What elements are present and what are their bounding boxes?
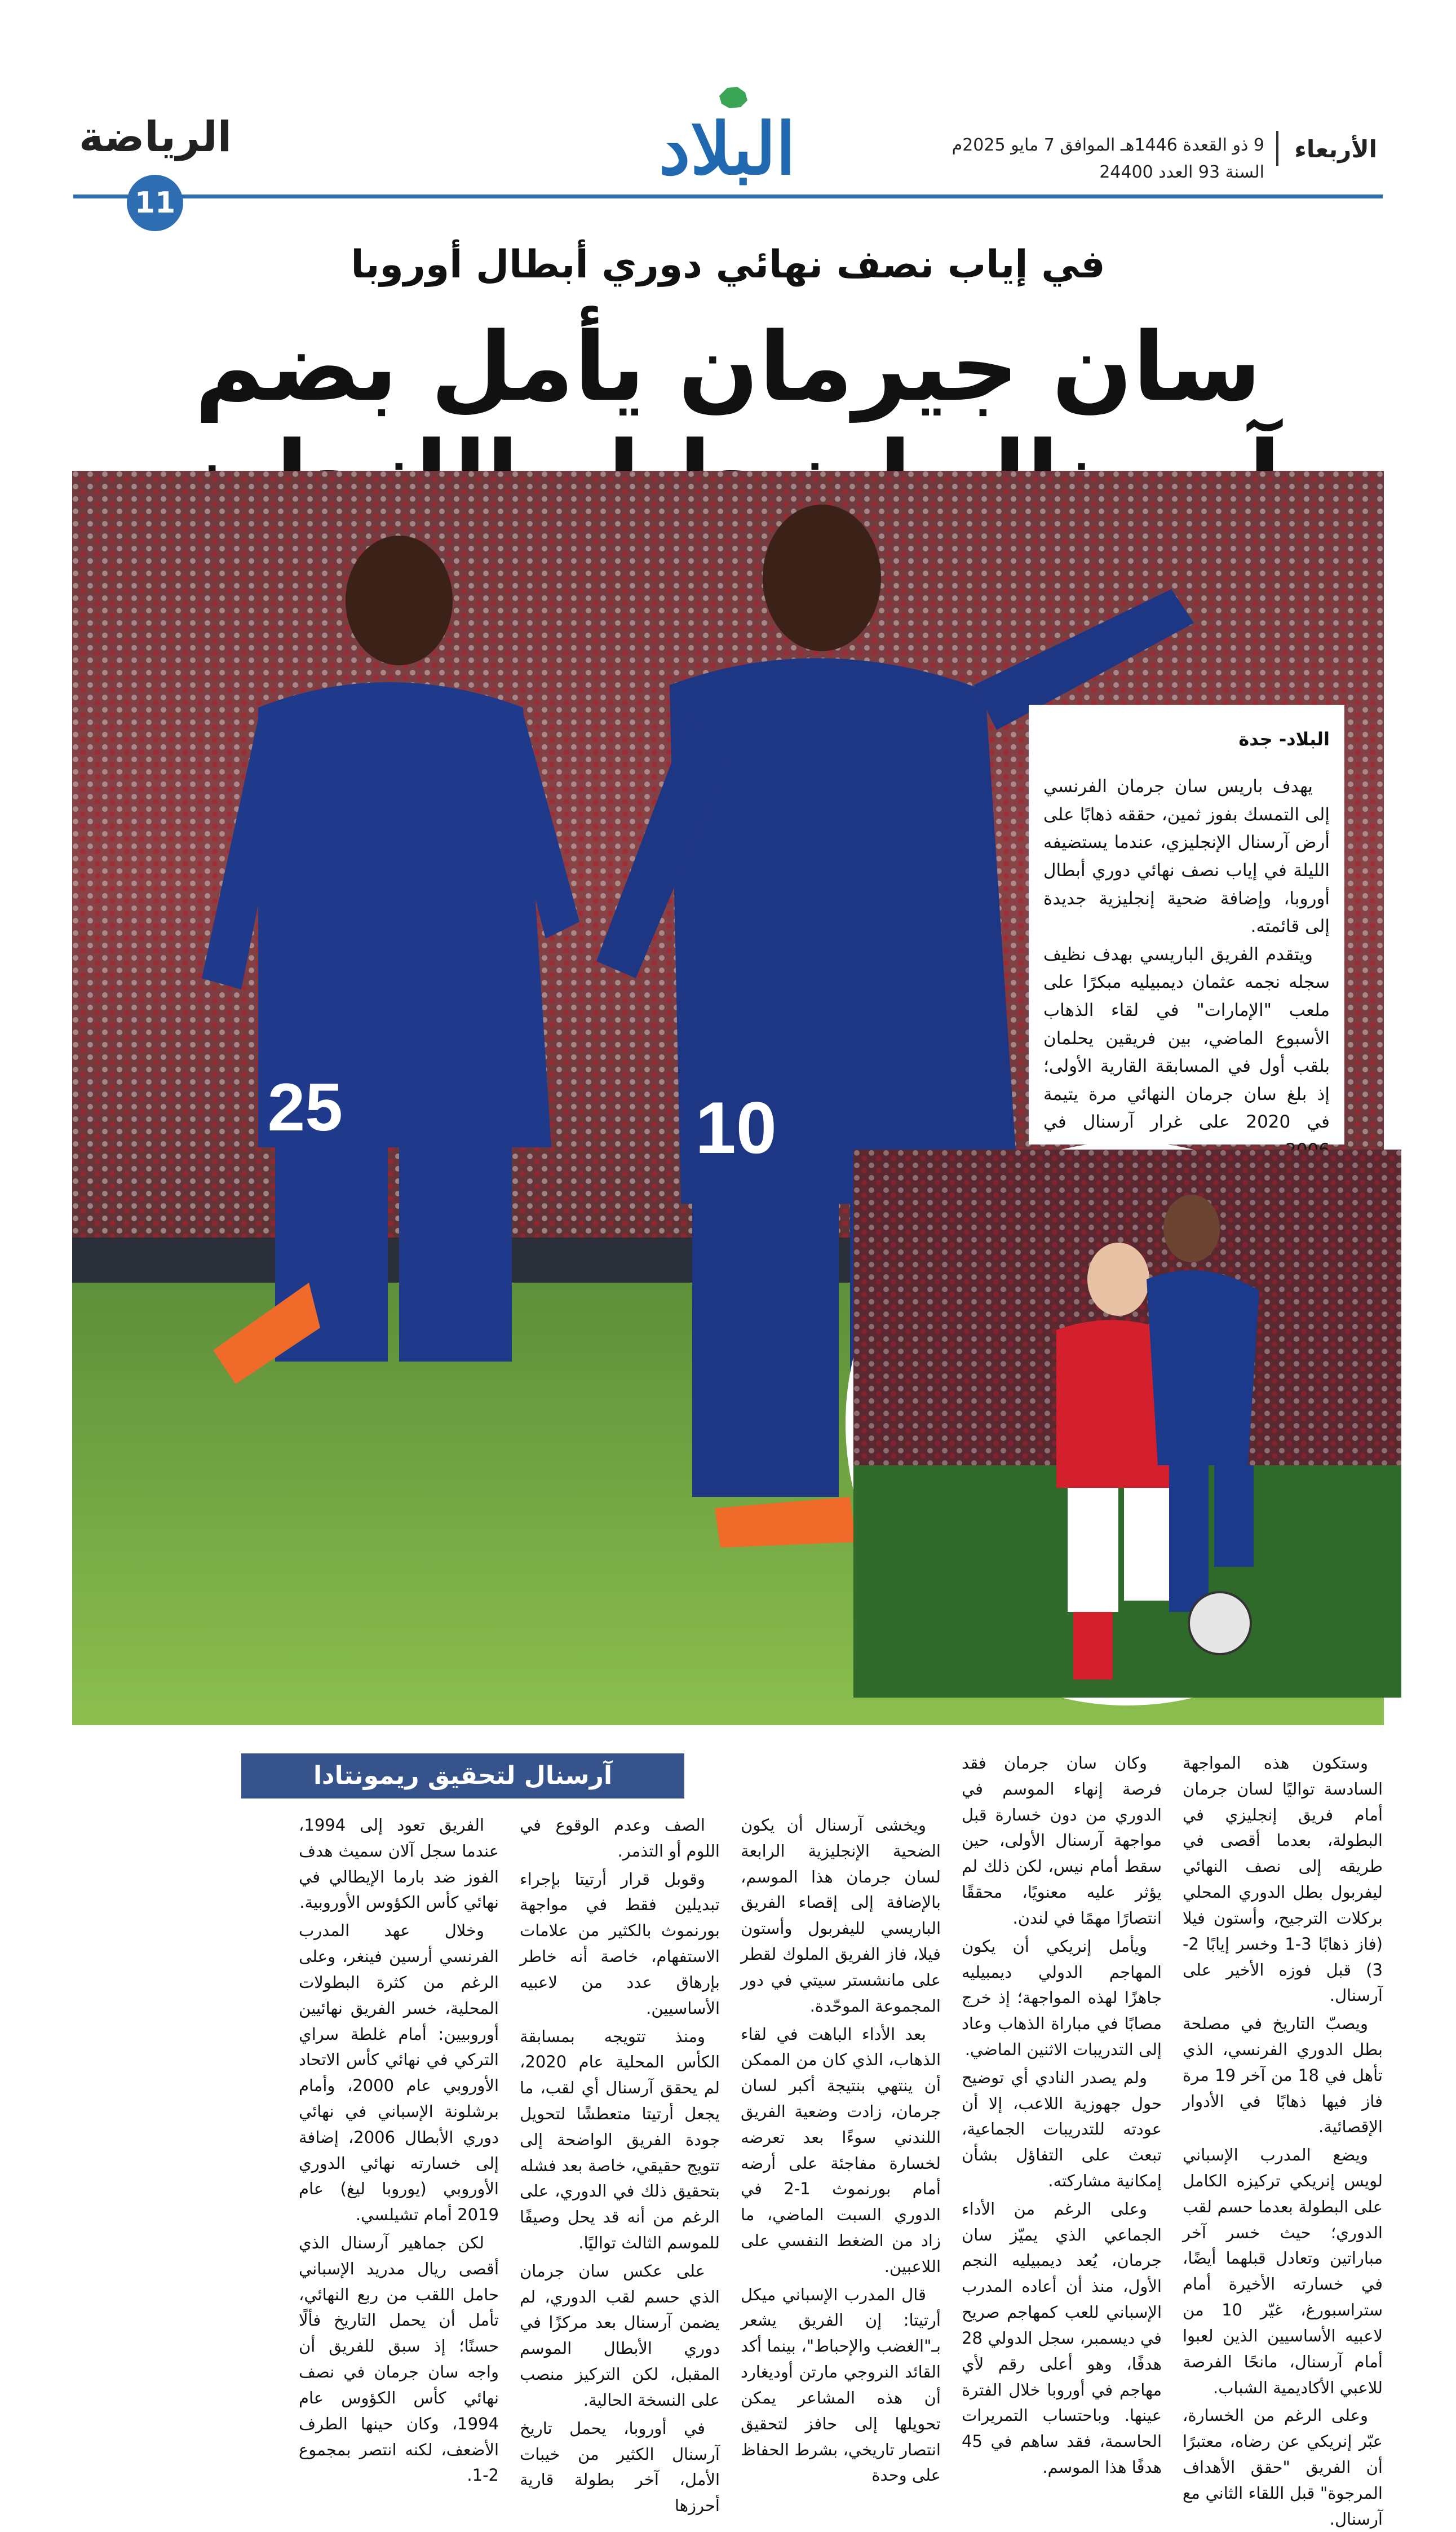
ball <box>1189 1592 1251 1654</box>
svg-text:25: 25 <box>267 1070 343 1145</box>
body-paragraph: ومنذ تتويجه بمسابقة الكأس المحلية عام 2020، لم يحقق آرسنال أي لقب، ما يجعل أرتيتا متعطشًا لتحويل جودة الفريق الواضحة إلى تتويج حقيقي، خاصة بعد فشله بتحقيق ذلك في الدوري، على الرغم من أنه قد يحل وصيفًا للموسم الثالث تواليًا. <box>520 2026 720 2252</box>
logo-wordmark: البلاد <box>658 107 796 191</box>
section-title: الرياضة <box>79 113 232 161</box>
body-paragraph: الفريق تعود إلى 1994، عندما سجل آلان سميث هدف الفوز ضد بارما الإيطالي في نهائي كأس الكؤوس الأوروبية. <box>299 1815 499 1912</box>
body-paragraph: على عكس سان جرمان الذي حسم لقب الدوري، لم يضمن آرسنال بعد مركزًا في دوري الأبطال الموسم المقبل، لكن التركيز منصب على النسخة الحالية. <box>520 2261 720 2410</box>
body-column-3 <box>741 1813 941 2485</box>
intro-paragraph-1: يهدف باريس سان جرمان الفرنسي إلى التمسك بفوز ثمين، حققه ذهابًا على أرض آرسنال الإنجليزي، عندما يستضيفه الليلة في إياب نصف نهائي دوري أبطال أوروبا، وإضافة ضحية إنجليزية جديدة إلى قائمته. <box>1043 776 1330 937</box>
body-paragraph: بعد الأداء الباهت في لقاء الذهاب، الذي كان من الممكن أن ينتهي بنتيجة أكبر لسان جرمان، زادت وضعية الفريق اللندني سوءًا بعد تعرضه لخسارة مفاجئة على أرضه أمام بورنموث 1-2 في الدوري السبت الماضي، ما زاد من الضغط النفسي على اللاعبين. <box>741 2024 941 2276</box>
body-paragraph: ويأمل إنريكي أن يكون المهاجم الدولي ديمبيليه جاهزًا لهذه المواجهة؛ إذ خرج مصابًا في مباراة الذهاب وعاد إلى التدريبات الاثنين الماضي. <box>962 1936 1162 2059</box>
body-paragraph: لكن جماهير آرسنال الذي أقصى ريال مدريد الإسباني حامل اللقب من ربع النهائي، تأمل أن يحمل التاريخ فألًا حسنًا؛ إذ سبق للفريق أن واجه سان جرمان في نصف نهائي كأس الكؤوس عام 1994، وكان حينها الطرف الأضعف، لكنه انتصر بمجموع 2-1. <box>299 2233 499 2485</box>
body-column-5 <box>299 1813 499 2485</box>
body-paragraph: وعلى الرغم من الأداء الجماعي الذي يميّز سان جرمان، يُعد ديمبيليه النجم الأول، منذ أن أعاده المدرب الإسباني للعب كمهاجم صريح في ديسمبر، سجل الدولي 28 هدفًا، وهو أعلى رقم لأي مهاجم في أوروبا خلال الفترة عينها. وباحتساب التمريرات الحاسمة، فقد ساهم في 45 هدفًا هذا الموسم. <box>962 2199 1162 2477</box>
section-subhead: آرسنال لتحقيق ريمونتادا <box>241 1753 684 1799</box>
body-paragraph: الصف وعدم الوقوع في اللوم أو التذمر. <box>520 1815 720 1861</box>
body-paragraph: وستكون هذه المواجهة السادسة تواليًا لسان جرمان أمام فريق إنجليزي في البطولة، بعدما أقصى في طريقه إلى نصف النهائي ليفربول بطل الدوري المحلي بركلات الترجيح، وأستون فيلا (فاز ذهابًا 3-1 وخسر إيابًا 2-3) قبل فوزه الأخير على آرسنال. <box>1183 1753 1383 2005</box>
match-action-photo <box>853 1150 1401 1698</box>
article-kicker: في إياب نصف نهائي دوري أبطال أوروبا <box>351 242 1105 287</box>
masthead <box>73 79 1383 220</box>
article-intro <box>1029 705 1344 1145</box>
article-byline: البلاد- جدة <box>1238 728 1330 750</box>
page-number-badge: 11 <box>127 175 183 231</box>
issue-date: 9 ذو القعدة 1446هـ الموافق 7 مايو 2025م <box>952 135 1264 155</box>
body-paragraph: قال المدرب الإسباني ميكل أرتيتا: إن الفريق يشعر بـ"الغضب والإحباط"، بينما أكد القائد النروجي مارتن أوديغارد أن هذه المشاعر يمكن تحويلها إلى حافز لتحقيق انتصار تاريخي، بشرط الحفاظ على وحدة <box>741 2284 941 2485</box>
masthead-divider <box>1276 131 1278 166</box>
article-headline: سان جيرمان يأمل بضم <box>194 312 1262 422</box>
body-paragraph: وخلال عهد المدرب الفرنسي أرسين فينغر، وعلى الرغم من كثرة البطولات المحلية، خسر الفريق نهائيين أوروبيين: أمام غلطة سراي التركي في نهائي كأس الاتحاد الأوروبي عام 2000، وأمام برشلونة الإسباني في نهائي دوري الأبطال 2006، إضافة إلى خسارته نهائي الدوري الأوروبي (يوروبا ليغ) عام 2019 أمام تشيلسي. <box>299 1921 499 2225</box>
svg-text:10: 10 <box>695 1086 777 1169</box>
header-rule <box>73 195 1383 198</box>
body-column-1 <box>1183 1751 1383 2529</box>
body-paragraph: في أوروبا، يحمل تاريخ آرسنال الكثير من خيبات الأمل، آخر بطولة قارية أحرزها <box>520 2418 720 2516</box>
intro-paragraph-2: ويتقدم الفريق الباريسي بهدف نظيف سجله نجمه عثمان ديمبيليه مبكرًا على ملعب "الإمارات" في لقاء الذهاب الأسبوع الماضي، بين فريقين يحلمان بلقب أول في المسابقة القارية الأولى؛ إذ بلغ سان جرمان النهائي مرة يتيمة في 2020 على غرار آرسنال في <box>1043 944 1330 1133</box>
article-body <box>73 1751 1383 2529</box>
body-paragraph: ولم يصدر النادي أي توضيح حول جهوزية اللاعب، إلا أن عودته للتدريبات الجماعية، تبعث على التفاؤل بشأن إمكانية مشاركته. <box>962 2067 1162 2190</box>
issue-day: الأربعاء <box>1294 135 1377 163</box>
newspaper-logo <box>626 85 829 191</box>
body-column-4 <box>520 1813 720 2516</box>
body-paragraph: وقوبل قرار أرتيتا بإجراء تبديلين فقط في مواجهة بورنموث بالكثير من علامات الاستفهام، خاصة أنه خاطر بإرهاق عدد من لاعبيه الأساسيين. <box>520 1869 720 2018</box>
body-paragraph: وعلى الرغم من الخسارة، عبّر إنريكي عن رضاه، معتبرًا أن الفريق "حقق الأهداف المرجوة" قبل اللقاء الثاني مع آرسنال. <box>1183 2406 1383 2529</box>
body-paragraph: ويخشى آرسنال أن يكون الضحية الإنجليزية الرابعة لسان جرمان هذا الموسم، بالإضافة إلى إقصاء الفريق الباريسي لليفربول وأستون فيلا، فاز الفريق الملوك لقطر على مانشستر سيتي في دور المجموعة الموحّدة. <box>741 1815 941 2016</box>
body-paragraph: ويصبّ التاريخ في مصلحة بطل الدوري الفرنسي، الذي تأهل في 18 من آخر 19 مرة فاز فيها ذهابًا في الأدوار الإقصائية. <box>1183 2014 1383 2137</box>
issue-number: السنة 93 العدد 24400 <box>1099 162 1264 182</box>
body-paragraph: ويضع المدرب الإسباني لويس إنريكي تركيزه الكامل على البطولة بعدما حسم لقب الدوري؛ حيث خسر آخر مباراتين وتعادل قبلهما أيضًا، في خسارته الأخيرة أمام ستراسبورغ، غيّر 10 من لاعبيه الأساسيين الذين لعبوا أمام آرسنال، مانحًا الفرصة للاعبي الأكاديمية الشباب. <box>1183 2145 1383 2397</box>
body-paragraph: وكان سان جرمان فقد فرصة إنهاء الموسم في الدوري من دون خسارة قبل مواجهة آرسنال الأولى، حين سقط أمام نيس، لكن ذلك لم يؤثر عليه معنويًا، محققًا انتصارًا مهمًا في لندن. <box>962 1753 1162 1928</box>
body-column-2 <box>962 1751 1162 2477</box>
inset-photo <box>846 1142 1409 1705</box>
